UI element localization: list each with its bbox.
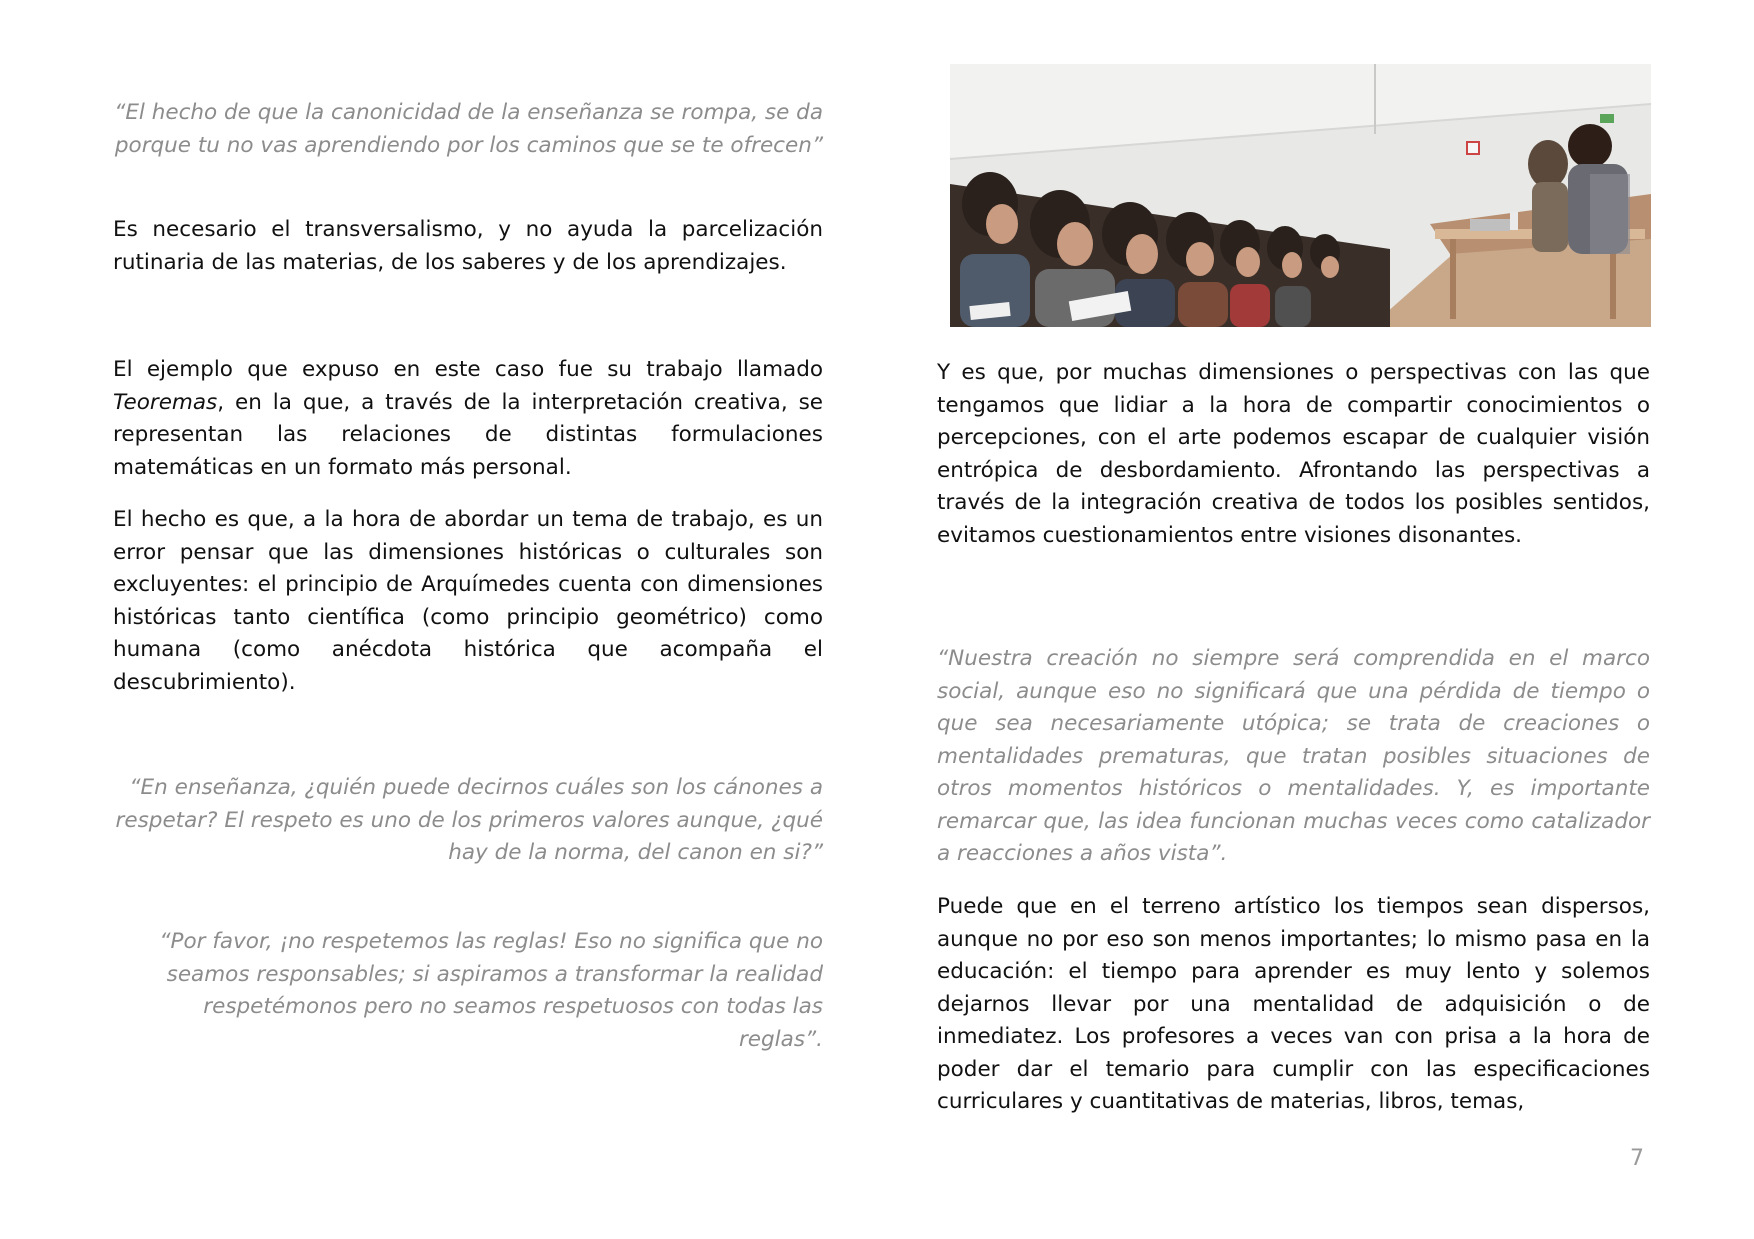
quote-creacion: “Nuestra creación no siempre será comprendida en el marco social, aunque eso no significará que una pérdida de tiempo o que sea necesariamente utópica; se trata de creaciones o mentalidades prematuras, que tratan posibles situaciones de otros momentos históricos o mentalidades. Y, es importante remarcar que, las idea funcionan muchas veces como catalizador a reacciones a años vista”. — [937, 646, 1650, 866]
paragraph-teoremas — [113, 354, 823, 484]
teoremas-title: Teoremas — [113, 389, 218, 415]
paragraph-transversalismo: Es necesario el transversalismo, y no ayuda la parcelización rutinaria de las materias, de los saberes y de los aprendizajes. — [113, 217, 823, 275]
quote-canonicidad: “El hecho de que la canonicidad de la enseñanza se rompa, se da porque tu no vas aprendiendo por los caminos que se te ofrecen” — [114, 100, 823, 158]
lecture-audience-photo — [950, 64, 1651, 327]
paragraph-teoremas-post: , en la que, a través de la interpretación creativa, se representan las relaciones de distintas formulaciones matemáticas en un formato más personal. — [113, 389, 823, 480]
paragraph-terreno-artistico: Puede que en el terreno artístico los tiempos sean dispersos, aunque no por eso son menos importantes; lo mismo pasa en la educación: el tiempo para aprender es muy lento y solemos dejarnos llevar por una mentalidad de adquisición o de inmediatez. Los profesores a veces van con prisa a la hora de poder dar el temario para cumplir con las especificaciones curriculares y cuantitativas de materias, libros, temas, — [937, 894, 1650, 1114]
lecture-photo-illustration — [950, 64, 1651, 327]
paragraph-perspectivas: Y es que, por muchas dimensiones o perspectivas con las que tengamos que lidiar a la hora de compartir conocimientos o percepciones, con el arte podemos escapar de cualquier visión entrópica de desbordamiento. Afrontando las perspectivas a través de la integración creativa de todos los posibles sentidos, evitamos cuestionamientos entre visiones disonantes. — [937, 360, 1650, 548]
paragraph-arquimedes: El hecho es que, a la hora de abordar un tema de trabajo, es un error pensar que las dimensiones históricas o culturales son excluyentes: el principio de Arquímedes cuenta con dimensiones históricas tanto científica (como principio geométrico) como humana (como anécdota histórica que acompaña el descubrimiento). — [113, 507, 823, 695]
quote-canones: “En enseñanza, ¿quién puede decirnos cuáles son los cánones a respetar? El respeto es uno de los primeros valores aunque, ¿qué hay de la norma, del canon en si?” — [115, 775, 823, 865]
paragraph-teoremas-pre: El ejemplo que expuso en este caso fue su trabajo llamado — [113, 357, 823, 382]
quote-reglas: “Por favor, ¡no respetemos las reglas! Eso no significa que no seamos responsables; si aspiramos a transformar la realidad respetémonos pero no seamos respetuosos con todas las reglas”. — [159, 929, 823, 1052]
page-number: 7 — [1630, 1146, 1644, 1171]
